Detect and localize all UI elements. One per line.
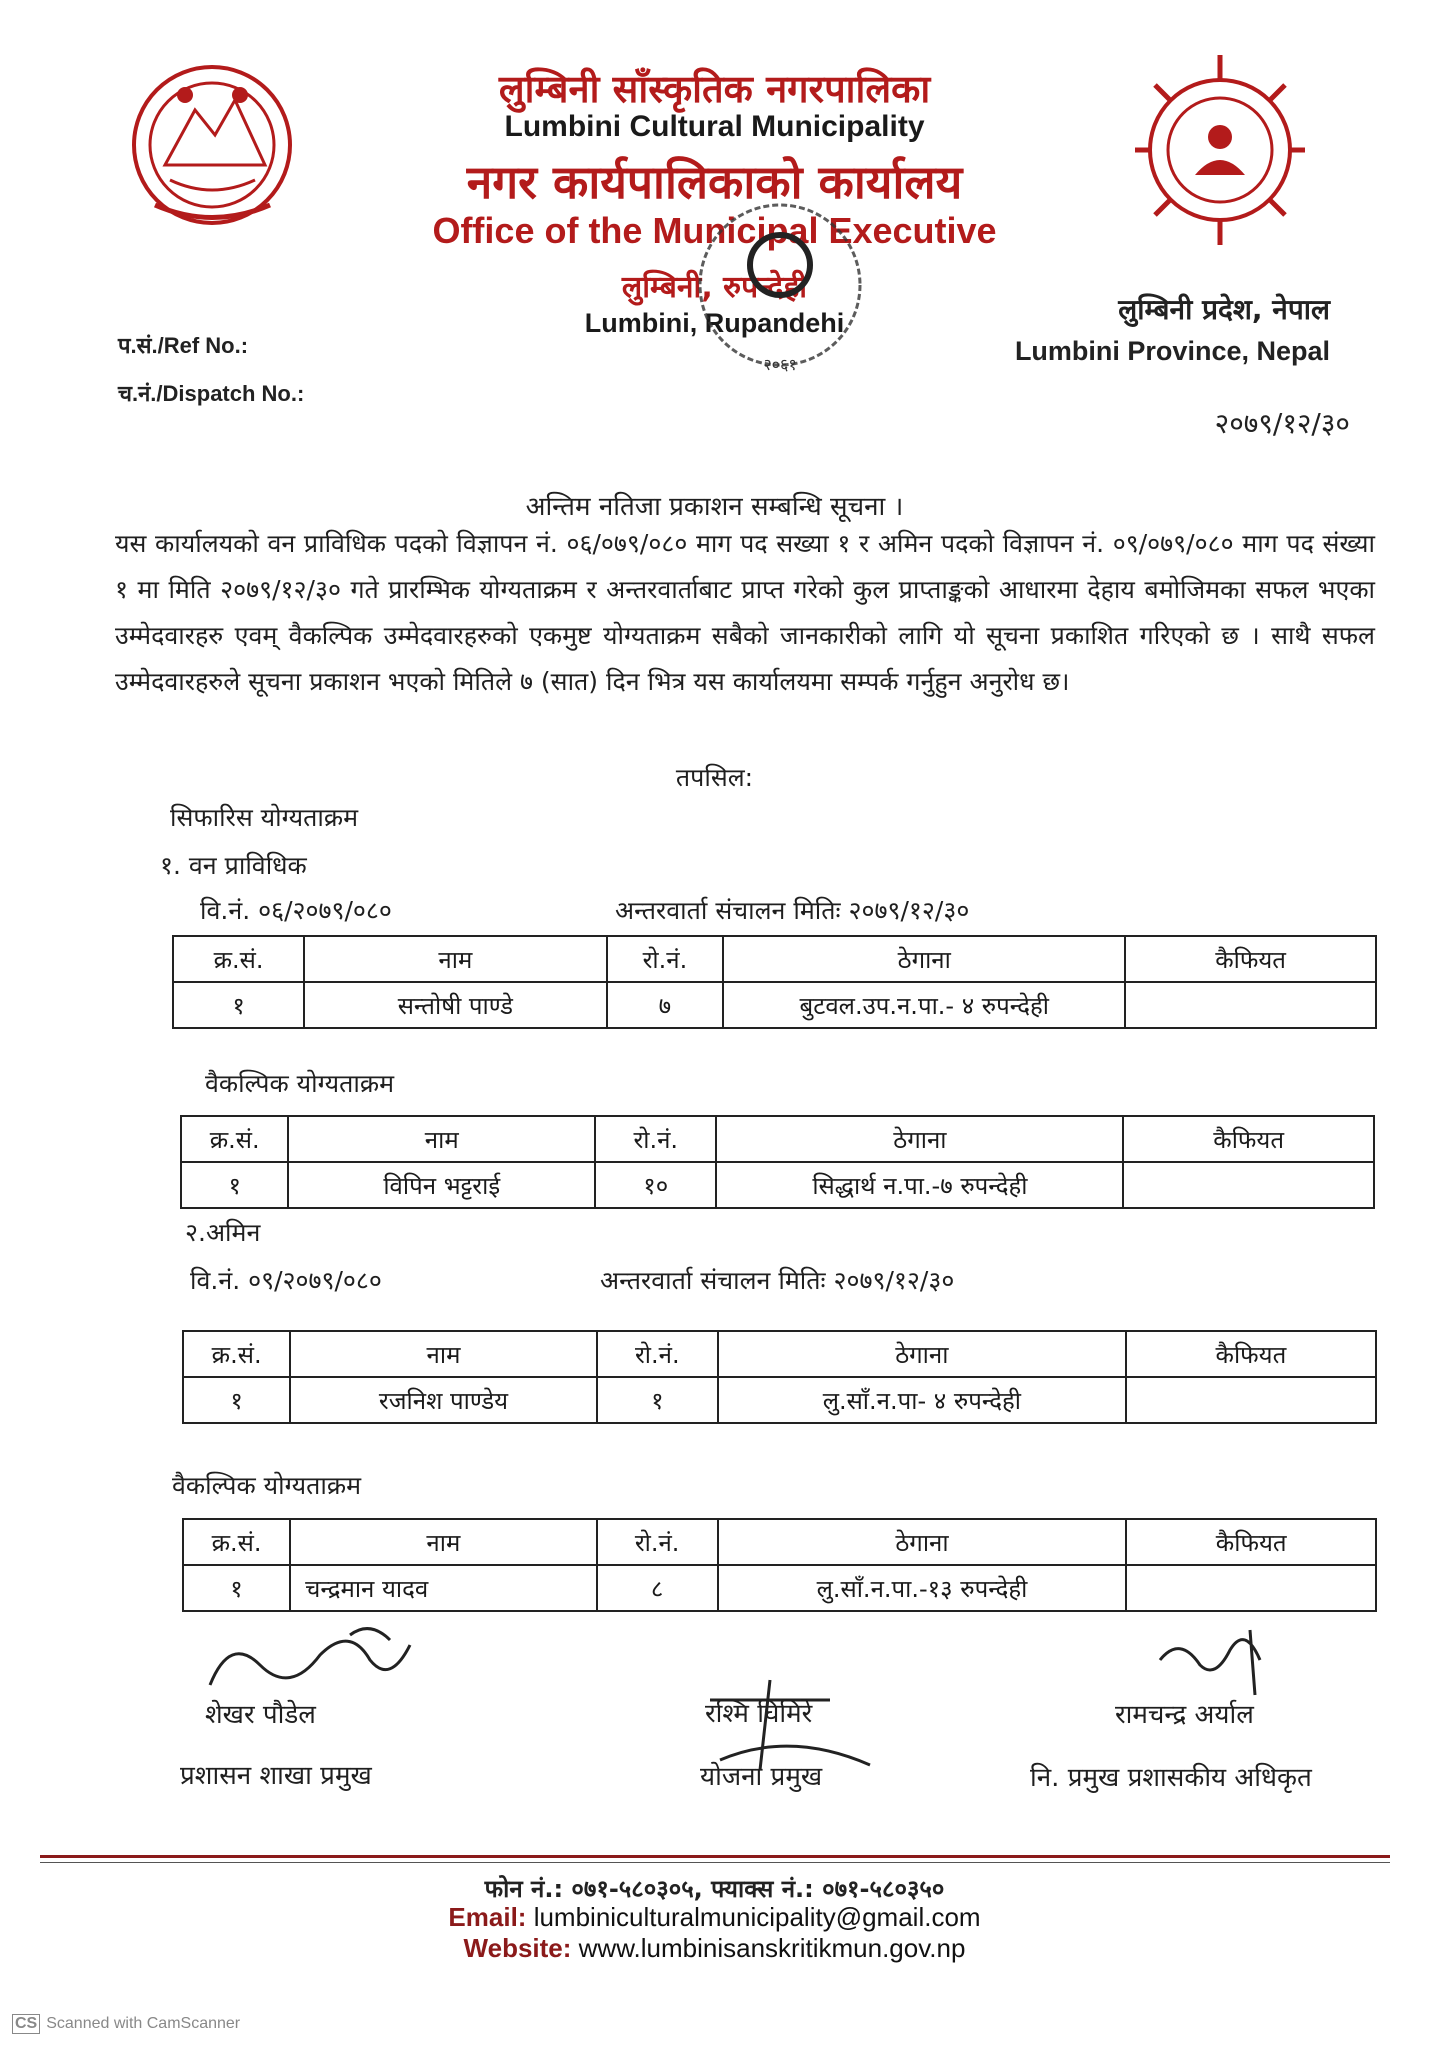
footer-email [0,1902,1429,1933]
col-header-name: नाम [288,1116,595,1162]
camscanner-icon: CS [12,2014,40,2034]
email-address[interactable]: lumbiniculturalmunicipality@gmail.com [533,1902,981,1932]
municipality-name-en: Lumbini Cultural Municipality [504,110,925,143]
col-header-remarks: कैफियत [1126,1331,1376,1377]
col-header-roll: रो.नं. [607,936,724,982]
municipality-name-np: लुम्बिनी साँस्कृतिक नगरपालिका [498,67,931,111]
dispatch-no-label: च.नं./Dispatch No.: [118,381,305,406]
col-header-sn: क्र.सं. [181,1116,288,1162]
footer-divider-thin [40,1862,1390,1863]
section-title: २.अमिन [185,1218,261,1247]
website-url[interactable]: www.lumbinisanskritikmun.gov.np [578,1933,966,1963]
cell-roll: १० [595,1162,716,1208]
col-header-remarks: कैफियत [1125,936,1376,982]
signatory-name: रामचन्द्र अर्याल [1115,1700,1254,1730]
footer-phone: फोन नं.: ०७१-५८०३०५, फ्याक्स नं.: ०७१-५८०३५० [484,1875,945,1903]
col-header-address: ठेगाना [716,1116,1123,1162]
footer-website [0,1933,1429,1964]
alternate-table [180,1115,1375,1209]
cell-name: चन्द्रमान यादव [290,1565,597,1611]
cell-roll: ८ [597,1565,718,1611]
office-stamp-icon [690,190,870,390]
ref-no-label: प.सं./Ref No.: [118,333,249,358]
signature-cao [1140,1620,1300,1700]
advert-no: वि.नं. ०६/२०७९/०८० [200,896,392,925]
signature-admin [200,1615,420,1705]
cell-address: लु.साँ.न.पा- ४ रुपन्देही [718,1377,1126,1423]
table-row [173,982,1376,1028]
cell-remarks [1126,1377,1376,1423]
table-row [183,1377,1376,1423]
alternate-label: वैकल्पिक योग्यताक्रम [172,1471,362,1500]
section-title: १. वन प्राविधिक [160,851,307,880]
cell-remarks [1125,982,1376,1028]
table-header-row [181,1116,1374,1162]
col-header-sn: क्र.सं. [173,936,304,982]
cell-remarks [1126,1565,1376,1611]
col-header-name: नाम [290,1331,596,1377]
footer-divider [40,1855,1390,1858]
col-header-address: ठेगाना [718,1519,1127,1565]
scanner-text: Scanned with CamScanner [46,2015,241,2032]
table-header-row [173,936,1376,982]
cell-sn: १ [181,1162,288,1208]
col-header-remarks: कैफियत [1126,1519,1376,1565]
advert-no: वि.नं. ०९/२०७९/०८० [190,1266,382,1295]
col-header-address: ठेगाना [723,936,1125,982]
cell-name: विपिन भट्टराई [288,1162,595,1208]
cell-address: लु.साँ.न.पा.-१३ रुपन्देही [718,1565,1127,1611]
alternate-table [182,1518,1377,1612]
cell-address: सिद्धार्थ न.पा.-७ रुपन्देही [716,1162,1123,1208]
results-table [172,935,1377,1029]
signatory-title: योजना प्रमुख [700,1762,823,1792]
signatory-name: रश्मि घिमिरे [705,1699,813,1729]
interview-date: अन्तरवार्ता संचालन मितिः २०७९/१२/३० [615,896,970,925]
recommend-label: सिफारिस योग्यताक्रम [170,803,359,832]
province-np: लुम्बिनी प्रदेश, नेपाल [1118,293,1330,326]
col-header-name: नाम [304,936,607,982]
signatory-title: नि. प्रमुख प्रशासकीय अधिकृत [1030,1763,1312,1793]
notice-subject: अन्तिम नतिजा प्रकाशन सम्बन्धि सूचना । [525,492,904,522]
cell-address: बुटवल.उप.न.पा.- ४ रुपन्देही [723,982,1125,1028]
province-en: Lumbini Province, Nepal [1014,336,1330,366]
cell-remarks [1123,1162,1374,1208]
cell-roll: १ [597,1377,718,1423]
cell-name: रजनिश पाण्डेय [290,1377,596,1423]
col-header-remarks: कैफियत [1123,1116,1374,1162]
col-header-roll: रो.नं. [597,1519,718,1565]
cell-sn: १ [173,982,304,1028]
col-header-roll: रो.नं. [595,1116,716,1162]
col-header-sn: क्र.सं. [183,1331,290,1377]
table-header-row [183,1331,1376,1377]
details-label: तपसिल: [675,763,754,792]
interview-date: अन्तरवार्ता संचालन मितिः २०७९/१२/३० [600,1266,955,1295]
table-row [181,1162,1374,1208]
place-en: Lumbini, Rupandehi [584,308,845,338]
cell-roll: ७ [607,982,724,1028]
notice-date: २०७९/१२/३० [1214,407,1350,440]
notice-body: यस कार्यालयको वन प्राविधिक पदको विज्ञापन नं. ०६/०७९/०८० माग पद सख्या १ र अमिन पदको विज्ञापन नं. ०९/०७९/०८० माग पद संख्या १ मा मिति २०७९/१२/३० गते प्रारम्भिक योग्यताक्रम र अन्तरवार्ताबाट प्राप्त गरेको कुल प्राप्ताङ्कको आधारमा देहाय बमोजिमका सफल भएका उम्मेदवारहरु एवम् वैकल्पिक उम्मेदवारहरुको एकमुष्ट योग्यताक्रम सबैको जानकारीको लागि यो सूचना प्रकाशित गरिएको छ । साथै सफल उम्मेदवारहरुले सूचना प्रकाशन भएको मितिले ७ (सात) दिन भित्र यस कार्यालयमा सम्पर्क गर्नुहुन अनुरोध छ। [115,529,1375,696]
col-header-name: नाम [290,1519,597,1565]
office-name-np: नगर कार्यपालिकाको कार्यालय [466,155,963,209]
col-header-address: ठेगाना [718,1331,1126,1377]
stamp-year-text: २०६१ [763,355,797,374]
table-row [183,1565,1376,1611]
alternate-label: वैकल्पिक योग्यताक्रम [205,1069,395,1098]
results-table [182,1330,1377,1424]
email-label: Email: [448,1902,527,1932]
cell-sn: १ [183,1565,290,1611]
col-header-roll: रो.नं. [597,1331,718,1377]
scanner-watermark [12,2014,240,2034]
table-header-row [183,1519,1376,1565]
signatory-title: प्रशासन शाखा प्रमुख [180,1761,372,1791]
place-np: लुम्बिनी, रुपन्देही [621,270,808,305]
signatory-name: शेखर पौडेल [205,1700,316,1730]
office-name-en: Office of the Municipal Executive [432,210,997,251]
col-header-sn: क्र.सं. [183,1519,290,1565]
cell-sn: १ [183,1377,290,1423]
website-label: Website: [463,1933,572,1963]
cell-name: सन्तोषी पाण्डे [304,982,607,1028]
